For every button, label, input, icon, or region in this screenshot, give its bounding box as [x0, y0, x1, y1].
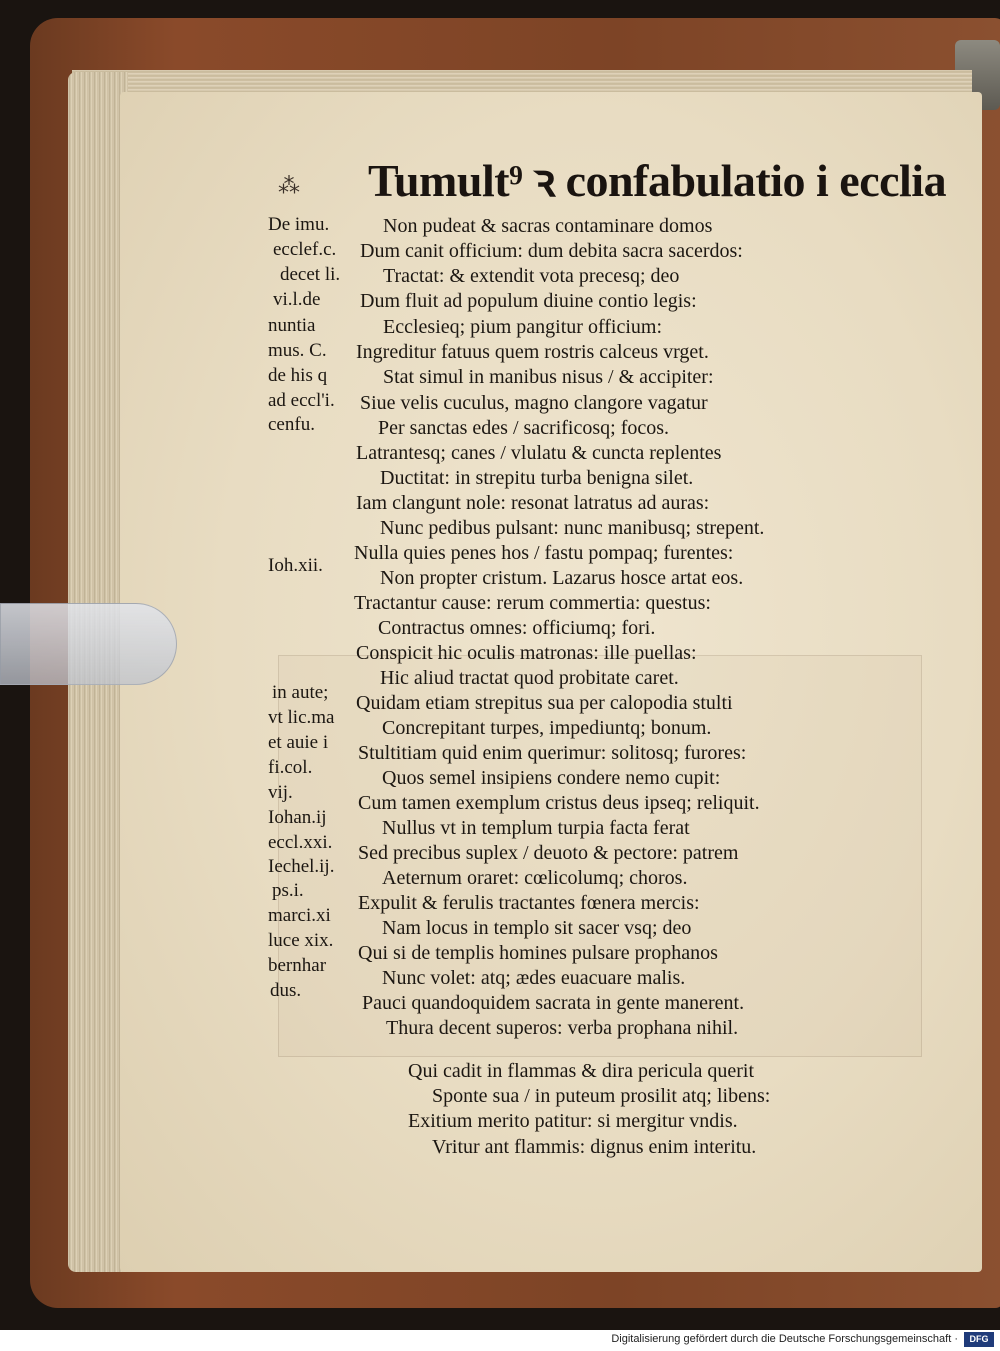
- poem-line: Expulit & ferulis tractantes fœnera mercis:: [358, 892, 700, 914]
- margin-note: eccl.xxi.: [268, 832, 333, 853]
- margin-note: nuntia: [268, 315, 316, 336]
- margin-note: Ioh.xii.: [268, 555, 323, 576]
- margin-note: vt lic.ma: [268, 707, 335, 728]
- poem-line: Contractus omnes: officiumq; fori.: [378, 617, 656, 639]
- margin-note: marci.xi: [268, 905, 331, 926]
- poem-line: Tractat: & extendit vota precesq; deo: [383, 265, 680, 287]
- poem-line: Quidam etiam strepitus sua per calopodia stulti: [356, 692, 733, 714]
- poem-line: Iam clangunt nole: resonat latratus ad auras:: [356, 492, 710, 514]
- poem-line: Non propter cristum. Lazarus hosce artat eos.: [380, 567, 744, 589]
- margin-note: et auie i: [268, 732, 329, 753]
- margin-note: ps.i.: [272, 880, 304, 901]
- epigram-line: Exitium merito patitur: si mergitur vndis.: [408, 1110, 738, 1132]
- margin-note: luce xix.: [268, 930, 334, 951]
- poem-line: Latrantesq; canes / vlulatu & cuncta replentes: [356, 442, 722, 464]
- poem-line: Stat simul in manibus nisus / & accipiter:: [383, 366, 714, 388]
- margin-note: Iechel.ij.: [268, 856, 335, 877]
- margin-note: mus. C.: [268, 340, 327, 361]
- poem-line: Ductitat: in strepitu turba benigna silet.: [380, 467, 694, 489]
- poem-line: Dum fluit ad populum diuine contio legis:: [360, 290, 697, 312]
- plastic-bookmark: [0, 603, 177, 685]
- poem-line: Non pudeat & sacras contaminare domos: [383, 215, 713, 237]
- poem-line: Nullus vt in templum turpia facta ferat: [382, 817, 690, 839]
- poem-line: Cum tamen exemplum cristus deus ipseq; reliquit.: [358, 792, 760, 814]
- margin-note: De imu.: [268, 214, 330, 235]
- margin-note: vi.l.de: [273, 289, 321, 310]
- poem-line: Dum canit officium: dum debita sacra sacerdos:: [360, 240, 743, 262]
- epigram-line: Vritur ant flammis: dignus enim interitu.: [432, 1136, 757, 1158]
- poem-line: Ingreditur fatuus quem rostris calceus vrget.: [356, 341, 709, 363]
- poem-line: Per sanctas edes / sacrificosq; focos.: [378, 417, 670, 439]
- poem-line: Tractantur cause: rerum commertia: questus:: [354, 592, 711, 614]
- poem-line: Nulla quies penes hos / fastu pompaq; furentes:: [354, 542, 734, 564]
- page-title: Tumult⁹ ꝛ confabulatio i ecclia: [368, 155, 947, 206]
- poem-line: Conspicit hic oculis matronas: ille puellas:: [356, 642, 697, 664]
- margin-note: dus.: [270, 980, 302, 1001]
- margin-note: vij.: [268, 782, 293, 803]
- poem-line: Ecclesieq; pium pangitur officium:: [383, 316, 663, 338]
- margin-note: bernhar: [268, 955, 327, 976]
- poem-line: Siue velis cuculus, magno clangore vagatur: [360, 392, 708, 414]
- poem-line: Nam locus in templo sit sacer vsq; deo: [382, 917, 692, 939]
- poem-line: Sed precibus suplex / deuoto & pectore: patrem: [358, 842, 739, 864]
- dfg-logo: DFG: [964, 1332, 994, 1347]
- epigram-line: Qui cadit in flammas & dira pericula querit: [408, 1060, 754, 1082]
- poem-line: Pauci quandoquidem sacrata in gente manerent.: [362, 992, 745, 1014]
- poem-line: Nunc volet: atq; ædes euacuare malis.: [382, 967, 686, 989]
- margin-note: decet li.: [280, 264, 341, 285]
- margin-note: cenfu.: [268, 414, 315, 435]
- epigram-line: Sponte sua / in puteum prosilit atq; libens:: [432, 1085, 771, 1107]
- poem-line: Thura decent superos: verba prophana nihil.: [386, 1017, 739, 1039]
- margin-note: ad eccl'i.: [268, 390, 335, 411]
- footer-bar: [0, 1330, 1000, 1351]
- poem-line: Nunc pedibus pulsant: nunc manibusq; strepent.: [380, 517, 765, 539]
- funding-credit: Digitalisierung gefördert durch die Deutsche Forschungsgemeinschaft ·: [611, 1333, 958, 1345]
- poem-line: Hic aliud tractat quod probitate caret.: [380, 667, 679, 689]
- margin-note: de his q: [268, 365, 328, 386]
- poem-line: Stultitiam quid enim querimur: solitosq; furores:: [358, 742, 747, 764]
- margin-note: fi.col.: [268, 757, 313, 778]
- poem-line: Quos semel insipiens condere nemo cupit:: [382, 767, 721, 789]
- poem-line: Aeternum oraret: cœlicolumq; choros.: [382, 867, 688, 889]
- poem-line: Concrepitant turpes, impediuntq; bonum.: [382, 717, 712, 739]
- margin-note: ecclef.c.: [273, 239, 337, 260]
- ornament-mark: ⁂: [278, 173, 300, 198]
- margin-note: in aute;: [272, 682, 329, 703]
- poem-line: Qui si de templis homines pulsare prophanos: [358, 942, 718, 964]
- margin-note: Iohan.ij: [268, 807, 327, 828]
